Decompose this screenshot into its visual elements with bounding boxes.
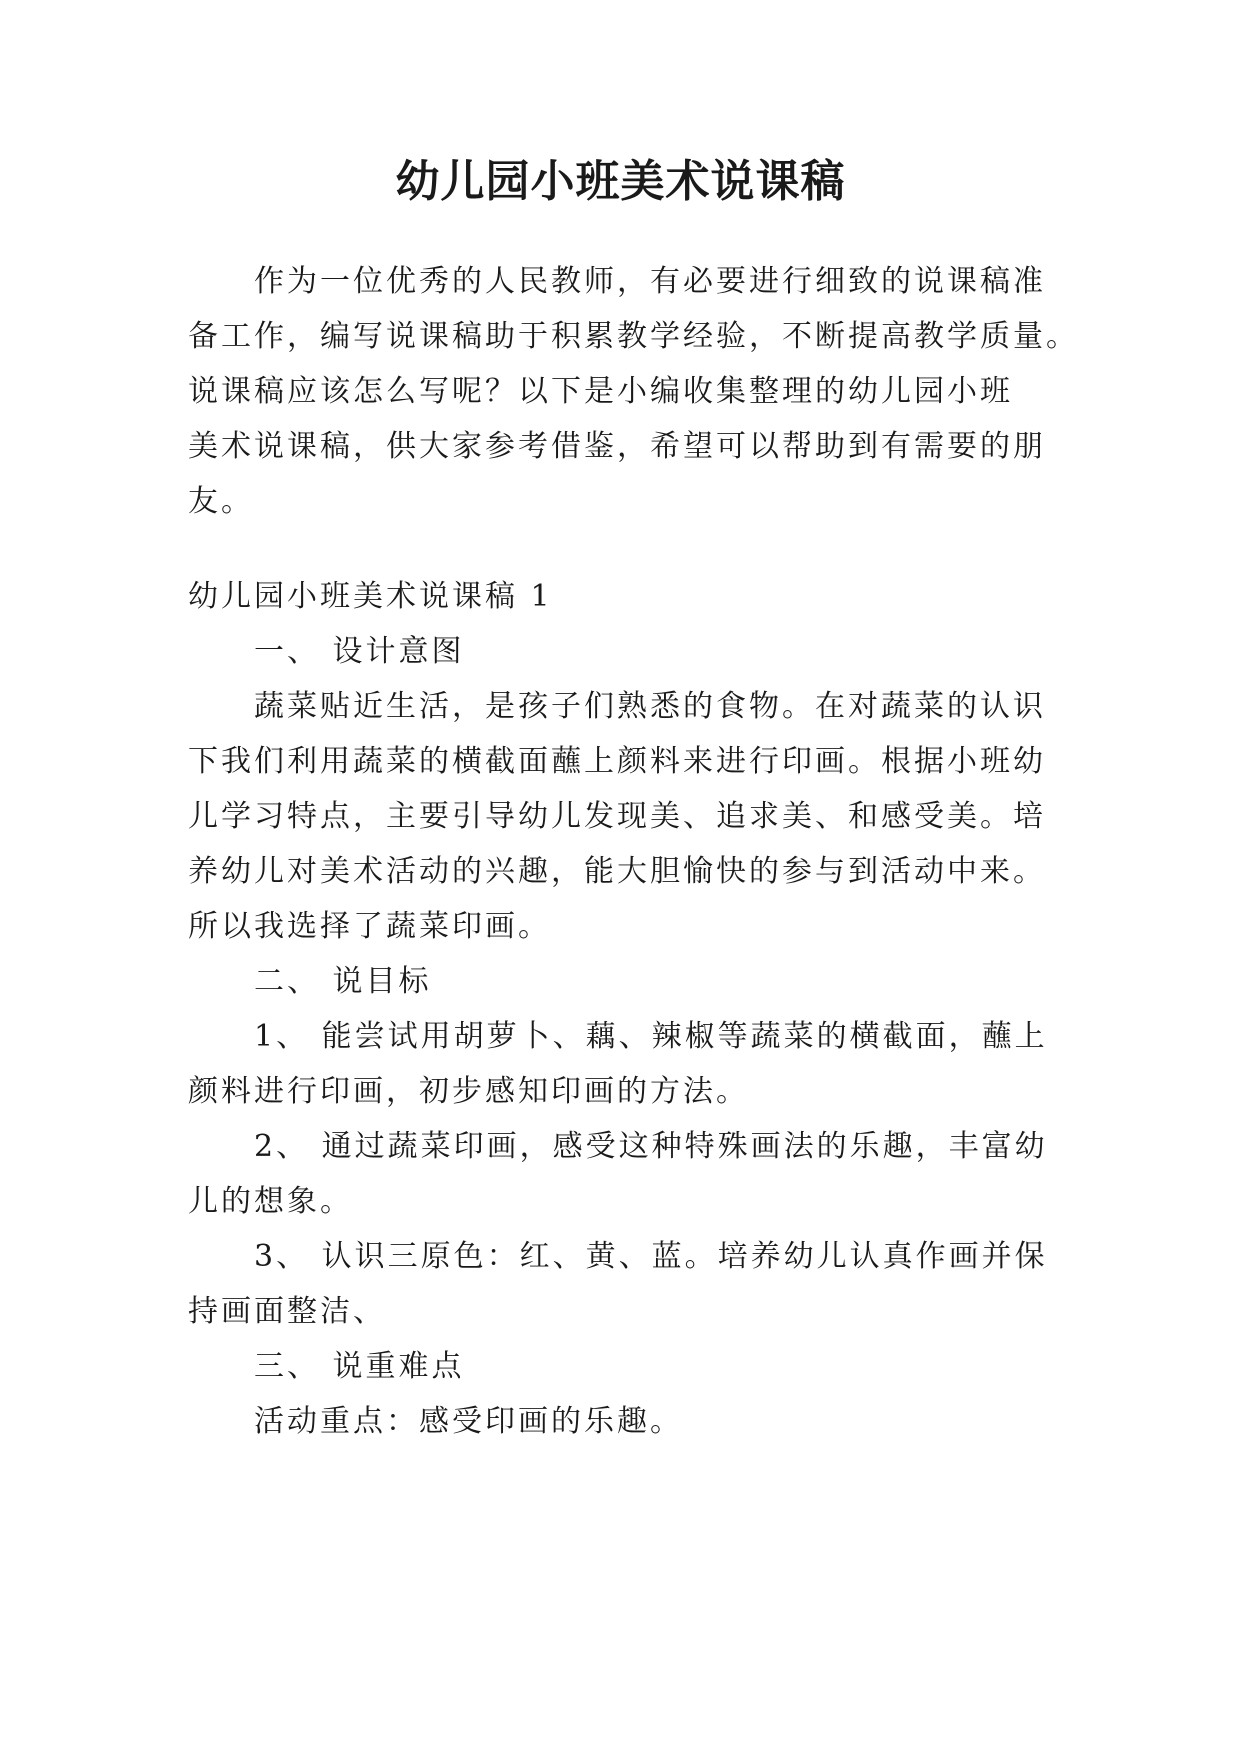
heading-design-intent: 一、 设计意图 [254, 634, 465, 669]
body-line: 持画面整洁、 [188, 1294, 386, 1329]
intro-line: 备工作，编写说课稿助于积累教学经验，不断提高教学质量。 [188, 319, 1079, 354]
intro-line: 美术说课稿，供大家参考借鉴，希望可以帮助到有需要的朋 [188, 429, 1046, 464]
body-line: 蔬菜贴近生活，是孩子们熟悉的食物。在对蔬菜的认识 [254, 689, 1046, 724]
body-line: 活动重点：感受印画的乐趣。 [254, 1404, 683, 1439]
body-line: 下我们利用蔬菜的横截面蘸上颜料来进行印画。根据小班幼 [188, 744, 1046, 779]
body-line: 儿学习特点，主要引导幼儿发现美、追求美、和感受美。培 [188, 799, 1046, 834]
goal-item: 3、 认识三原色：红、黄、蓝。培养幼儿认真作画并保 [254, 1239, 1048, 1274]
document-title: 幼儿园小班美术说课稿 [395, 156, 846, 207]
intro-line: 说课稿应该怎么写呢？以下是小编收集整理的幼儿园小班 [188, 374, 1013, 409]
body-line: 养幼儿对美术活动的兴趣，能大胆愉快的参与到活动中来。 [188, 854, 1046, 889]
goal-item: 1、 能尝试用胡萝卜、藕、辣椒等蔬菜的横截面，蘸上 [254, 1019, 1048, 1054]
body-line: 所以我选择了蔬菜印画。 [188, 909, 551, 944]
body-line: 颜料进行印画，初步感知印画的方法。 [188, 1074, 749, 1109]
goal-item: 2、 通过蔬菜印画，感受这种特殊画法的乐趣，丰富幼 [254, 1129, 1048, 1164]
section-title: 幼儿园小班美术说课稿 1 [188, 579, 553, 614]
heading-key-points: 三、 说重难点 [254, 1349, 465, 1384]
intro-line: 作为一位优秀的人民教师，有必要进行细致的说课稿准 [254, 264, 1046, 299]
intro-line: 友。 [188, 484, 254, 519]
heading-goals: 二、 说目标 [254, 964, 432, 999]
body-line: 儿的想象。 [188, 1184, 353, 1219]
